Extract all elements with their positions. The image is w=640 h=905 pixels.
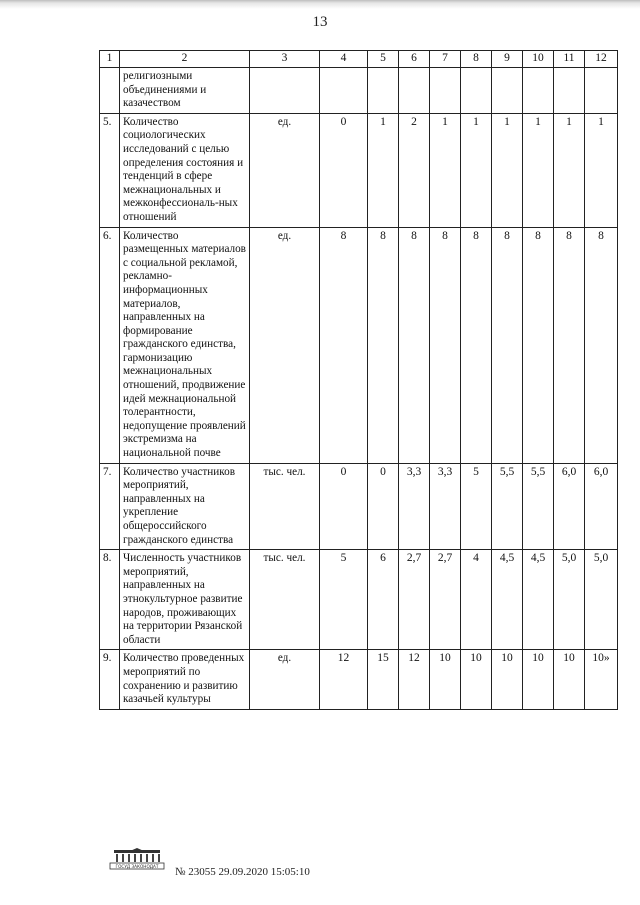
header-cell-10: 10 — [523, 51, 554, 68]
header-cell-12: 12 — [585, 51, 618, 68]
value-cell: 2,7 — [399, 550, 430, 650]
row-name-cell: Количество участников мероприятий, направленных на укрепление общероссийского гражданского единства — [120, 463, 250, 550]
value-cell: 3,3 — [399, 463, 430, 550]
value-cell: 8 — [461, 227, 492, 463]
empty-cell — [585, 68, 618, 114]
value-cell: 1 — [430, 113, 461, 227]
row-number-cell — [100, 68, 120, 114]
row-unit-cell: тыс. чел. — [250, 463, 320, 550]
row-name-cell: Количество социологических исследований с целью определения состояния и тенденций в сфере межнациональных и межконфессиональ-ных отношений — [120, 113, 250, 227]
table-row-continuation — [100, 68, 618, 114]
row-name-cell: Количество проведенных мероприятий по сохранению и развитию казачьей культуры — [120, 650, 250, 709]
value-cell: 8 — [585, 227, 618, 463]
value-cell: 12 — [399, 650, 430, 709]
header-cell-6: 6 — [399, 51, 430, 68]
header-cell-3: 3 — [250, 51, 320, 68]
legal-portal-logo — [108, 848, 166, 870]
value-cell: 10 — [492, 650, 523, 709]
value-cell: 8 — [368, 227, 399, 463]
value-cell: 1 — [585, 113, 618, 227]
header-cell-8: 8 — [461, 51, 492, 68]
value-cell: 4 — [461, 550, 492, 650]
value-cell: 8 — [430, 227, 461, 463]
value-cell: 8 — [523, 227, 554, 463]
header-cell-7: 7 — [430, 51, 461, 68]
value-cell: 2,7 — [430, 550, 461, 650]
indicators-table — [99, 50, 618, 710]
header-cell-9: 9 — [492, 51, 523, 68]
value-cell: 4,5 — [492, 550, 523, 650]
row-unit-cell: ед. — [250, 113, 320, 227]
value-cell: 8 — [554, 227, 585, 463]
empty-cell — [250, 68, 320, 114]
page-number: 13 — [312, 14, 328, 30]
logo-pediment — [130, 848, 144, 851]
empty-cell — [492, 68, 523, 114]
value-cell: 10 — [430, 650, 461, 709]
value-cell: 10 — [461, 650, 492, 709]
header-cell-1: 1 — [100, 51, 120, 68]
value-cell: 3,3 — [430, 463, 461, 550]
table-header-row — [100, 51, 618, 68]
value-cell: 6,0 — [554, 463, 585, 550]
value-cell: 5,0 — [554, 550, 585, 650]
value-cell: 8 — [320, 227, 368, 463]
row-name-cell: религиозными объединениями и казачеством — [120, 68, 250, 114]
row-unit-cell: тыс. чел. — [250, 550, 320, 650]
value-cell: 2 — [399, 113, 430, 227]
row-unit-cell: ед. — [250, 227, 320, 463]
row-number-cell: 9. — [100, 650, 120, 709]
value-cell: 8 — [399, 227, 430, 463]
value-cell: 8 — [492, 227, 523, 463]
table-body — [100, 51, 618, 710]
value-cell: 6,0 — [585, 463, 618, 550]
value-cell: 10 — [523, 650, 554, 709]
empty-cell — [399, 68, 430, 114]
value-cell: 5,5 — [523, 463, 554, 550]
value-cell: 1 — [368, 113, 399, 227]
row-unit-cell: ед. — [250, 650, 320, 709]
value-cell: 1 — [523, 113, 554, 227]
empty-cell — [368, 68, 399, 114]
value-cell: 5,5 — [492, 463, 523, 550]
empty-cell — [554, 68, 585, 114]
empty-cell — [430, 68, 461, 114]
scan-edge-shading — [0, 0, 640, 10]
header-cell-11: 11 — [554, 51, 585, 68]
row-number-cell: 8. — [100, 550, 120, 650]
table-row — [100, 550, 618, 650]
row-name-cell: Численность участников мероприятий, направленных на этнокультурное развитие народов, проживающих на территории Рязанской области — [120, 550, 250, 650]
empty-cell — [461, 68, 492, 114]
value-cell: 15 — [368, 650, 399, 709]
table-row — [100, 113, 618, 227]
value-cell: 5 — [320, 550, 368, 650]
row-name-cell: Количество размещенных материалов с социальной рекламой, рекламно-информационных материалов, направленных на формирование гражданского единства, гармонизацию межнациональных отношений, продвижение идей межнациональной толерантности, недопущение проявлений экстремизма на национальной почве — [120, 227, 250, 463]
table-row — [100, 463, 618, 550]
value-cell: 10» — [585, 650, 618, 709]
logo-caption: ГОСУД ЗАКОНОДАТ — [115, 864, 159, 869]
row-number-cell: 6. — [100, 227, 120, 463]
value-cell: 1 — [461, 113, 492, 227]
header-cell-2: 2 — [120, 51, 250, 68]
row-number-cell: 7. — [100, 463, 120, 550]
value-cell: 0 — [368, 463, 399, 550]
value-cell: 5,0 — [585, 550, 618, 650]
logo-columns — [116, 854, 160, 862]
value-cell: 1 — [492, 113, 523, 227]
header-cell-5: 5 — [368, 51, 399, 68]
registration-stamp: № 23055 29.09.2020 15:05:10 — [175, 866, 310, 878]
row-number-cell: 5. — [100, 113, 120, 227]
empty-cell — [523, 68, 554, 114]
header-cell-4: 4 — [320, 51, 368, 68]
value-cell: 0 — [320, 113, 368, 227]
value-cell: 4,5 — [523, 550, 554, 650]
value-cell: 0 — [320, 463, 368, 550]
value-cell: 6 — [368, 550, 399, 650]
empty-cell — [320, 68, 368, 114]
value-cell: 5 — [461, 463, 492, 550]
value-cell: 10 — [554, 650, 585, 709]
table-row — [100, 650, 618, 709]
value-cell: 12 — [320, 650, 368, 709]
value-cell: 1 — [554, 113, 585, 227]
table-row — [100, 227, 618, 463]
